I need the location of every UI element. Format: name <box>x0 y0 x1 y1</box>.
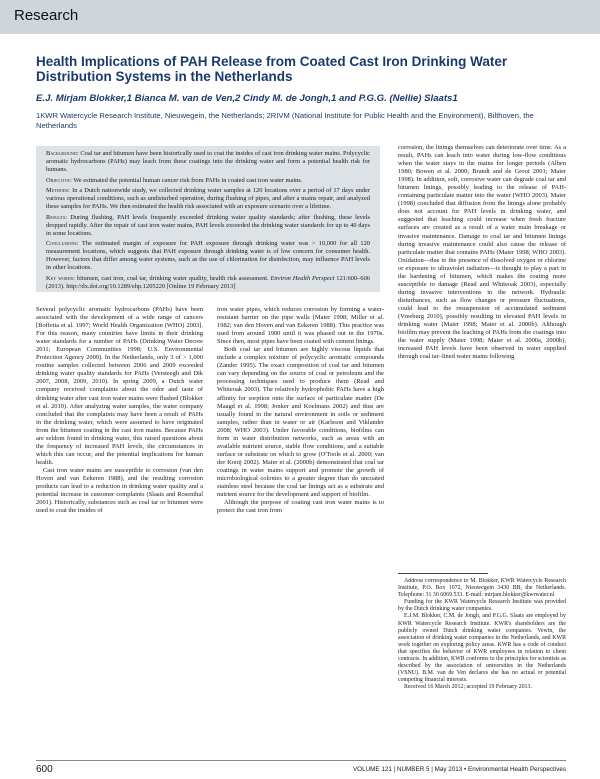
abstract-text: The estimated margin of exposure for PAH exposure through drinking water was > 10,000 for all 120 measurement locations, which suggests that PAH exposure through drinking water is of low concern for consumer health. However, factors that differ among water systems, such as the use of chlorination for disinfection, may influence PAH levels in other locations. <box>46 240 370 271</box>
abstract-label: Key words: <box>46 274 76 282</box>
body-paragraph: Although the purpose of coating cast iron water mains is to protect the cast iron from <box>217 499 384 515</box>
affiliations: 1KWR Watercycle Research Institute, Nieuwegein, the Netherlands; 2RIVM (National Institute for Public Health and the Environment), Bilthoven, the Netherlands <box>36 111 534 130</box>
abstract-conclusions <box>46 240 370 272</box>
abstract-label: Background: <box>46 150 79 157</box>
correspondence-note <box>398 578 566 748</box>
body-column-right <box>398 144 566 564</box>
abstract-text: Coal tar and bitumen have been historically used to coat the insides of cast iron drinking water mains. Polycyclic aromatic hydrocarbons (PAHs) may leach from these coatings into the drinking water and form a potential health risk for humans. <box>46 150 370 173</box>
abstract-text: During flushing, PAH levels frequently exceeded drinking water quality standards; after flushing, these levels dropped rapidly. After the repair of cast iron water mains, PAH levels exceeded the drinking water standards for up to 40 days in some locations. <box>46 213 370 237</box>
body-paragraph: iron water pipes, which reduces corrosion by forming a water-resistant barrier on the pipe walls (Maier 1998; Miller et al. 1982; van den Hoven and van Eekeren 1988). This practice was used from around 1900 until it was phased out in the 1970s. Since then, most pipes have been coated with cement linings. <box>217 306 384 346</box>
article-title: Health Implications of PAH Release from Coated Cast Iron Drinking Water Distribution Systems in the Netherlands <box>36 54 508 84</box>
abstract-label: Methods: <box>46 187 71 195</box>
keywords-text: bitumen, cast iron, coal tar, drinking water quality, health risk assessment. <box>76 274 269 282</box>
abstract-background <box>46 150 370 174</box>
section-label: Research <box>14 7 79 24</box>
body-paragraph: corrosion, the linings themselves can deteriorate over time. As a result, PAHs can leach into water during low-flow conditions when the water stays in the mains for longer periods (Alben 1980; Bowen et al. 2000; Brandt and de Groot 2001; Maier 1998). In addition, soft, corrosive water can degrade coal tar and bitumen linings, possibly leading to the release of PAH-containing particulate matter into the water (WHO 2003). Maier (1998) concluded that diffusion from the linings alone probably does not account for PAH levels in drinking water, and suggested that leaching could increase when fresh fracture surfaces are created as a result of a water main breakage or invasive maintenance. Damage to coal tar and bitumen linings during invasive maintenance could also cause the release of particulate matter that contains PAHs (Maier 1998; WHO 2003). Oxidation—due to the presence of dissolved oxygen or chlorine or exposure to ultraviolet radiation—is thought to play a part in the hardening of bitumen, which makes the coating more susceptible to damage (Read and Whiteoak 2003), especially during invasive interventions in the network. Hydraulic disturbances, such as flow changes or pressure fluctuations, could lead to the resuspension of accumulated sediment (Vreeburg 2010), possibly resulting in elevated PAH levels in drinking water (Maier 1998; Maier et al. 2000b). Although biofilm may prevent the leaching of PAHs from the coatings into the water supply (Maier 1998; Maier et al. 2000a, 2000b), increased PAH levels have been observed in water supplied through coal tar–lined water mains following <box>398 144 566 361</box>
abstract-results <box>46 214 370 238</box>
abstract-objective <box>46 177 370 185</box>
abstract-text: In a Dutch nationwide study, we collected drinking water samples at 120 locations over a period of 17 days under various operational conditions, such as undisturbed operation, during flushing of pipes, and after a mains repair, and analyzed these samples for PAHs. We then estimated the health risk associated with an exposure scenario over a lifetime. <box>46 187 370 211</box>
abstract-methods <box>46 187 370 211</box>
note-paragraph: E.J.M. Blokker, C.M. de Jongh, and P.G.G. Slaats are employed by KWR Watercycle Research Institute. KWR's shareholders are the publicly owned Dutch drinking water companies. Vewin, the association of drinking water companies in the Netherlands, and KWR work together on exploring policy areas. KWR has a code of conduct that specifies the behavior of KWR employees in relation to client contracts. In addition, KWR conforms to the principles for scientists as described by the association of universities in the Netherlands (VSNU). B.M. van de Ven declares she has no actual or potential competing financial interests. <box>398 613 566 684</box>
abstract-label: Results: <box>46 213 68 221</box>
citation-journal: Environ Health Perspect <box>270 274 335 282</box>
abstract-label: Objective: <box>46 176 72 184</box>
footnote-divider <box>398 573 488 574</box>
page-number: 600 <box>36 764 53 775</box>
abstract-text: We estimated the potential human cancer risk from PAHs in coated cast iron water mains. <box>73 176 303 184</box>
body-paragraph: Both coal tar and bitumen are highly viscous liquids that include a complex mixture of polycyclic aromatic compounds (Zander 1995). The exact composition of coal tar and bitumen can vary depending on the source of coal or petroleum and the processing techniques used to produce them (Read and Whiteoak 2003). The relatively hydrophobic PAHs have a high affinity for sorption onto the surface of particulate matter (De Maagd et al. 1998; Jonker and Koelmans 2002) and thus are usually found in the natural environment in soils or sediment samples, rather than in water or air (Karlsson and Viklander 2008; WHO 2003). Under favorable conditions, biofilms can form in water distribution networks, such as areas with an available nutrient source, stable flow conditions, and a suitable surface or substrate on which to grow (O'Toole et al. 2000; van der Kooij 2002). Maier et al. (2000b) demonstrated that coal tar coatings in water mains support and promote the growth of microbiological colonies to a greater degree than do uncoated stainless steel because the coal tar linings act as a substrate and nutrient source for the development and support of biofilm. <box>217 346 384 499</box>
author-list: E.J. Mirjam Blokker,1 Bianca M. van de Ven,2 Cindy M. de Jongh,1 and P.G.G. (Nellie) Slaats1 <box>36 93 458 104</box>
note-paragraph: Received 16 March 2012; accepted 19 February 2013. <box>404 684 532 691</box>
body-paragraph: Several polycyclic aromatic hydrocarbons (PAHs) have been associated with the development of a wide range of cancers [Boffetta et al. 1997; World Health Organization (WHO) 2003]. For this reason, many countries have limits in their drinking water standards for a number of PAHs (Drinking Water Decree 2011; European Communities 1998; U.S. Environmental Protection Agency 2009). In the Netherlands, only 3 of > 1,000 routine samples collected between 2006 and 2009 exceeded drinking water quality standards for PAHs (Versteegh and Dik 2007, 2008, 2009, 2010). In spring 2009, a Dutch water company received complaints about the odor and taste of drinking water after cast iron water mains were flushed (Blokker et al. 2010). After analyzing water samples, the water company concluded that the complaints may have been a result of PAHs in the drinking water, which were assumed to have originated from the bitumen coating in the cast iron mains. Because PAHs are seldom found in drinking water, this raised questions about the frequency of increased PAH levels, the circumstances in which this can occur, and the potential implications for human health. <box>36 306 203 466</box>
body-paragraph: Cast iron water mains are susceptible to corrosion (van den Hoven and van Eekeren 1988), and the resulting corrosion products can lead to a reduction in drinking water quality and a potential increase in customer complaints (Slaats and Rosenthal 2001). Historically, substances such as coal tar or bitumen were used to coat the insides of <box>36 466 203 515</box>
abstract-label: Conclusions: <box>46 240 79 248</box>
note-paragraph: Funding for the KWR Watercycle Research Institute was provided by the Dutch drinking water companies. <box>398 599 566 613</box>
header-band <box>0 0 600 34</box>
footer-divider <box>36 760 566 761</box>
note-paragraph: Address correspondence to M. Blokker, KWR Watercycle Research Institute, P.O. Box 1072, Nieuwegein 3430 BB, the Netherlands. Telephone: 31 30 6069 533. E-mail: mirjam.blokker@kwrwater.nl <box>398 578 566 599</box>
citation-text: 121:600–606 (2013). http://dx.doi.org/10.1289/ehp.1205220 [Online 19 February 2013] <box>46 274 370 290</box>
abstract-box <box>36 146 380 292</box>
body-column-left <box>36 306 203 746</box>
body-column-middle <box>217 306 384 746</box>
journal-footer: VOLUME 121 | NUMBER 5 | May 2013 • Environmental Health Perspectives <box>352 766 566 773</box>
abstract-keywords <box>46 275 370 291</box>
